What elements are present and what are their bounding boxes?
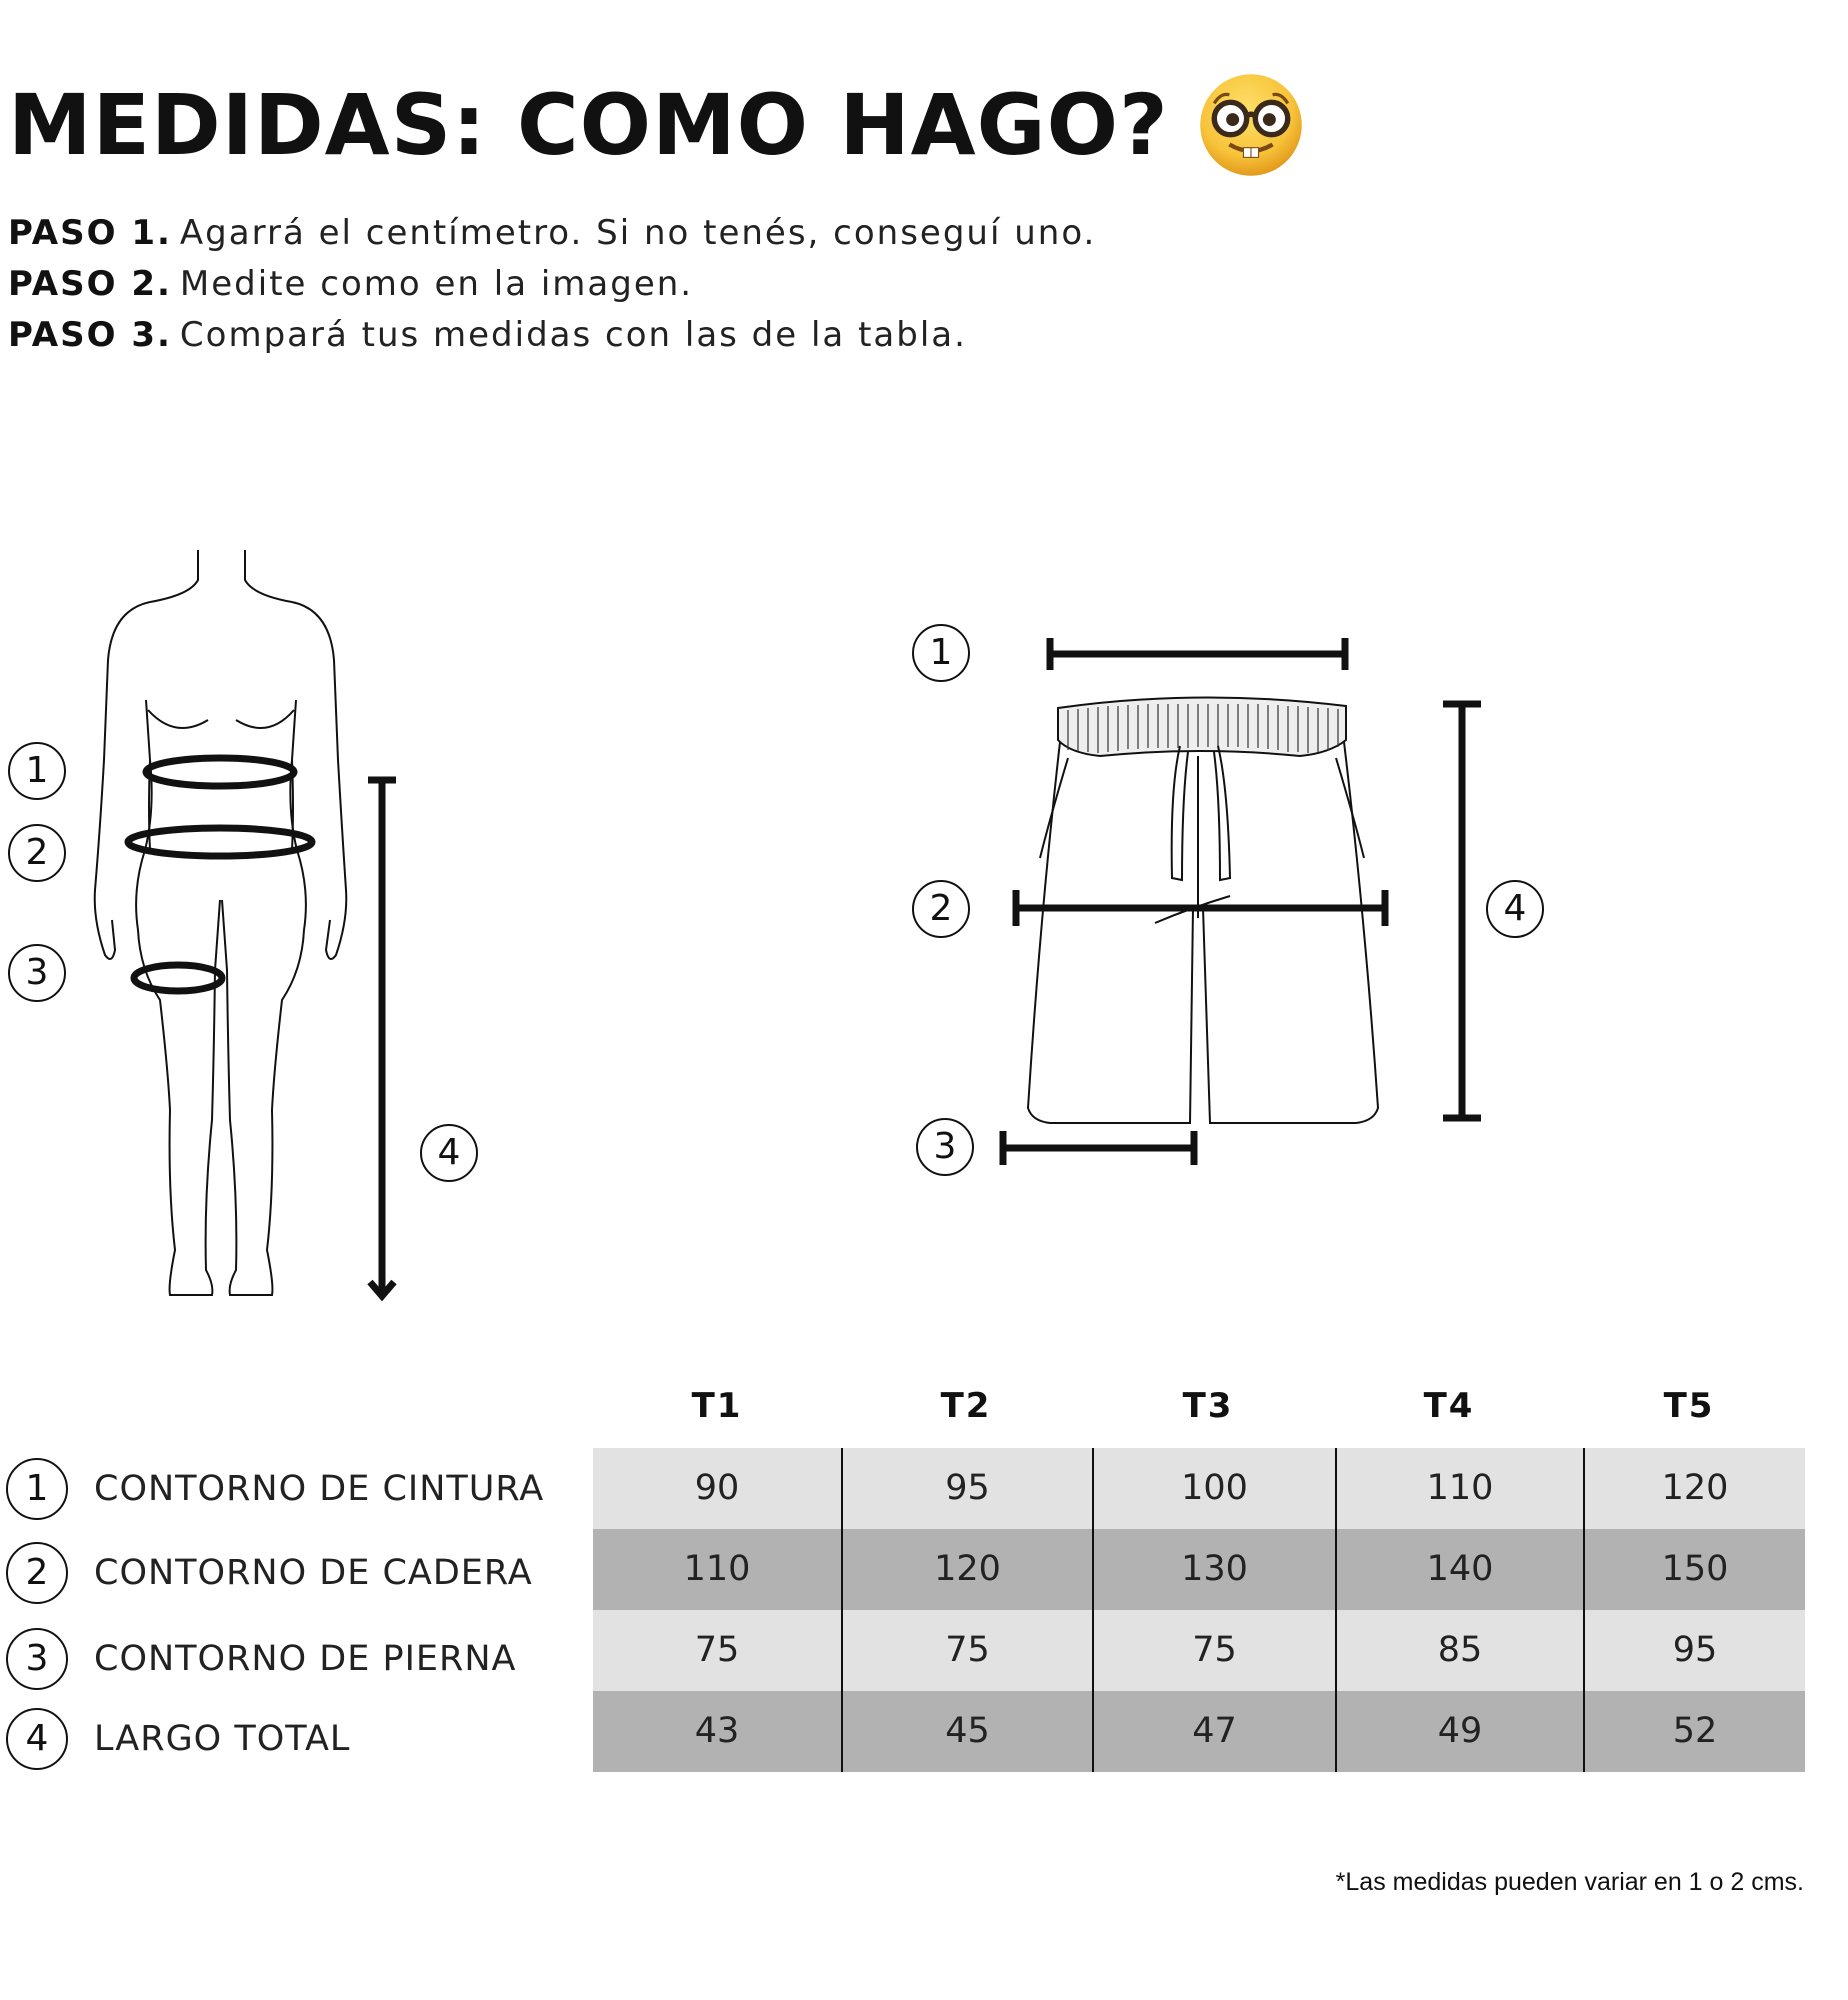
marker-1: 1 [912,624,970,682]
marker-2: 2 [8,824,66,882]
table-cell: 110 [1335,1448,1583,1529]
body-measurement-diagram [0,550,500,1320]
marker-3: 3 [8,944,66,1002]
measure-hip [6,1532,533,1613]
shorts-measurement-diagram [900,618,1550,1338]
table-cell: 130 [1092,1529,1335,1610]
footnote: *Las medidas pueden variar en 1 o 2 cms. [1335,1868,1804,1896]
measure-length [6,1698,350,1779]
waist-ring [146,758,294,786]
table-cell: 120 [1583,1448,1805,1529]
table-cell: 43 [694,1711,740,1751]
page-title [8,70,1305,180]
step-label: PASO 1. [8,213,172,253]
step-text: Compará tus medidas con las de la tabla. [179,315,967,355]
table-cell: 45 [841,1691,1092,1772]
marker-1: 1 [8,742,66,800]
size-headers [0,1378,1848,1438]
marker-2: 2 [912,880,970,938]
size-table [593,1448,1805,1772]
table-cell: 90 [694,1468,740,1508]
table-row [593,1610,1805,1691]
table-cell: 95 [1583,1610,1805,1691]
step-label: PASO 2. [8,264,172,304]
marker-3: 3 [916,1118,974,1176]
step-text: Agarrá el centímetro. Si no tenés, conseguí uno. [179,213,1097,253]
table-row [593,1691,1805,1772]
row-number: 2 [6,1542,68,1604]
table-cell: 140 [1335,1529,1583,1610]
waist-line [1050,638,1345,670]
table-row [593,1529,1805,1610]
table-cell: 120 [841,1529,1092,1610]
step-1 [8,208,1096,259]
hip-line [1016,890,1385,926]
thigh-ring [134,965,222,991]
size-t1: T1 [691,1386,743,1426]
measure-label: LARGO TOTAL [94,1718,351,1759]
table-row [593,1448,1805,1529]
measure-waist [6,1448,544,1529]
table-cell: 150 [1583,1529,1805,1610]
nerd-face-icon [1197,71,1305,179]
body-silhouette [0,550,500,1320]
size-t4: T4 [1423,1386,1475,1426]
step-text: Medite como en la imagen. [179,264,694,304]
title-text: MEDIDAS: COMO HAGO? [8,76,1169,174]
marker-4: 4 [1486,880,1544,938]
measure-label: CONTORNO DE PIERNA [94,1638,517,1679]
table-cell: 49 [1335,1691,1583,1772]
size-t2: T2 [940,1386,992,1426]
instructions [8,208,1096,361]
size-t5: T5 [1663,1386,1715,1426]
step-2 [8,259,1096,310]
table-cell: 95 [841,1448,1092,1529]
table-cell: 75 [841,1610,1092,1691]
table-cell: 47 [1092,1691,1335,1772]
step-label: PASO 3. [8,315,172,355]
table-cell: 52 [1583,1691,1805,1772]
table-cell: 75 [1092,1610,1335,1691]
length-line [1443,704,1481,1118]
row-number: 4 [6,1708,68,1770]
table-cell: 110 [683,1549,751,1589]
size-t3: T3 [1182,1386,1234,1426]
table-cell: 85 [1335,1610,1583,1691]
table-cell: 100 [1092,1448,1335,1529]
marker-4: 4 [420,1124,478,1182]
measure-label: CONTORNO DE CINTURA [94,1468,545,1509]
row-number: 1 [6,1458,68,1520]
table-cell: 75 [694,1630,740,1670]
measure-label: CONTORNO DE CADERA [94,1552,533,1593]
step-3 [8,310,1096,361]
row-number: 3 [6,1628,68,1690]
measure-leg [6,1618,516,1699]
length-arrow [368,780,396,1296]
shorts-drawing [900,618,1550,1338]
hip-ring [128,828,312,856]
leg-line [1003,1131,1194,1165]
